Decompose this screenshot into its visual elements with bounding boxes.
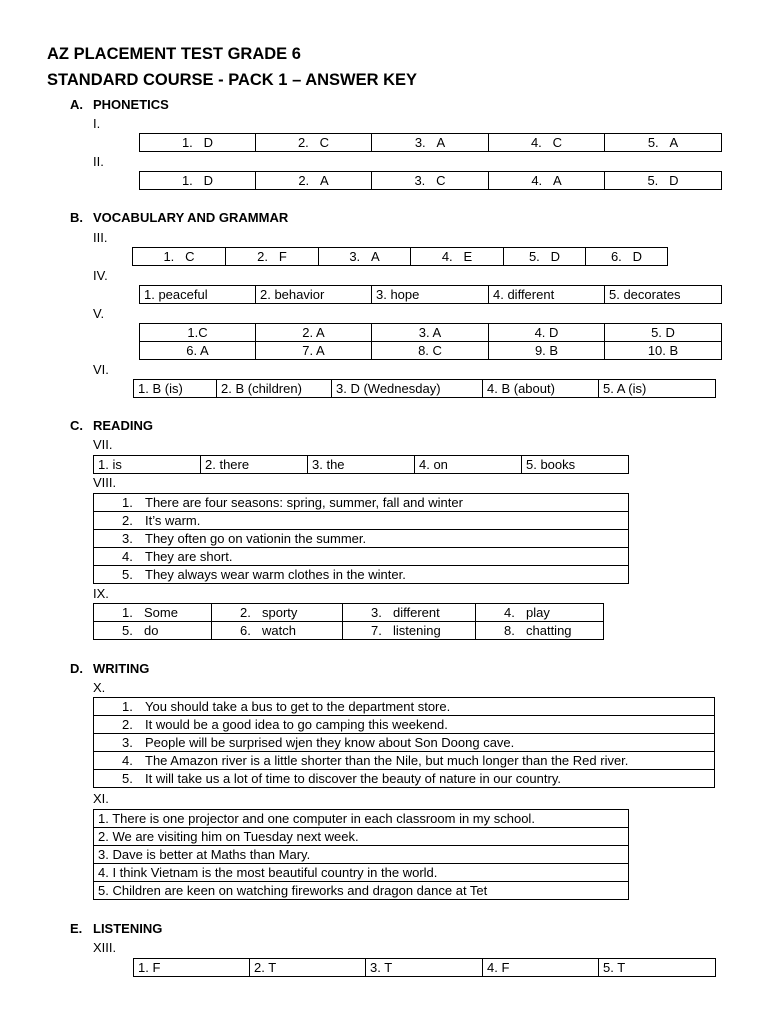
answer-cell: 2. behavior (256, 286, 372, 304)
answer-cell: 5. D (605, 172, 722, 190)
answer-table-iii (132, 247, 668, 266)
answer-cell: 3. the (308, 456, 415, 474)
answer-cell: 9. B (489, 342, 605, 360)
answer-cell: 5. D (605, 324, 722, 342)
answer-row: 5. Children are keen on watching fireworks and dragon dance at Tet (94, 882, 629, 900)
part-label-xiii: XIII. (93, 940, 117, 955)
answer-cell: 4. C (489, 134, 605, 152)
answer-cell: 4. on (415, 456, 522, 474)
page-subtitle: STANDARD COURSE - PACK 1 – ANSWER KEY (47, 71, 418, 89)
section-reading (70, 418, 153, 433)
answer-row: 4. I think Vietnam is the most beautiful country in the world. (94, 864, 629, 882)
answer-cell: 1. B (is) (134, 380, 217, 398)
answer-table-xiii (133, 958, 716, 977)
answer-cell: 2. there (201, 456, 308, 474)
answer-row: 3. Dave is better at Maths than Mary. (94, 846, 629, 864)
part-label-x: X. (93, 680, 106, 695)
answer-cell: 3. A (372, 324, 489, 342)
section-letter: C. (70, 418, 83, 433)
answer-cell: 2. sporty (212, 604, 343, 622)
answer-cell: 6. D (586, 248, 668, 266)
part-label-vii: VII. (93, 437, 113, 452)
answer-cell: 4. different (489, 286, 605, 304)
answer-cell: 5. do (94, 622, 212, 640)
answer-cell: 1. Some (94, 604, 212, 622)
section-vocabulary-grammar (70, 210, 288, 225)
part-label-viii: VIII. (93, 475, 117, 490)
section-letter: D. (70, 661, 83, 676)
answer-cell: 1. D (140, 172, 256, 190)
answer-table-vi (133, 379, 716, 398)
answer-row: 1. You should take a bus to get to the department store. (94, 698, 715, 716)
answer-row: 5. They always wear warm clothes in the winter. (94, 566, 629, 584)
answer-row: 3. People will be surprised wjen they know about Son Doong cave. (94, 734, 715, 752)
answer-cell: 7. A (256, 342, 372, 360)
answer-cell: 3. hope (372, 286, 489, 304)
answer-cell: 1. peaceful (140, 286, 256, 304)
answer-cell: 4. E (411, 248, 504, 266)
part-label-i: I. (93, 116, 101, 131)
answer-cell: 2. F (226, 248, 319, 266)
answer-cell: 2. B (children) (217, 380, 332, 398)
answer-cell: 3. A (372, 134, 489, 152)
answer-table-i (139, 133, 722, 152)
answer-table-v (139, 323, 722, 360)
section-letter: A. (70, 97, 83, 112)
page-title: AZ PLACEMENT TEST GRADE 6 (47, 45, 301, 63)
answer-cell: 8. C (372, 342, 489, 360)
answer-cell: 1.C (140, 324, 256, 342)
answer-row: 2. We are visiting him on Tuesday next week. (94, 828, 629, 846)
section-name: PHONETICS (93, 97, 169, 112)
answer-cell: 7. listening (343, 622, 476, 640)
answer-cell: 3. C (372, 172, 489, 190)
answer-cell: 2. T (250, 959, 366, 977)
answer-cell: 3. D (Wednesday) (332, 380, 483, 398)
answer-cell: 4. B (about) (483, 380, 599, 398)
part-label-xi: XI. (93, 791, 109, 806)
answer-cell: 6. A (140, 342, 256, 360)
answer-row: 5. It will take us a lot of time to discover the beauty of nature in our country. (94, 770, 715, 788)
answer-row: 3. They often go on vationin the summer. (94, 530, 629, 548)
answer-cell: 2. A (256, 172, 372, 190)
section-writing (70, 661, 149, 676)
answer-cell: 2. C (256, 134, 372, 152)
answer-cell: 4. A (489, 172, 605, 190)
answer-cell: 1. C (133, 248, 226, 266)
answer-cell: 5. T (599, 959, 716, 977)
answer-cell: 3. A (319, 248, 411, 266)
answer-cell: 3. different (343, 604, 476, 622)
section-listening (70, 921, 162, 936)
answer-cell: 2. A (256, 324, 372, 342)
part-label-iii: III. (93, 230, 108, 245)
answer-cell: 8. chatting (476, 622, 604, 640)
answer-cell: 4. play (476, 604, 604, 622)
answer-table-x (93, 697, 715, 788)
section-name: LISTENING (93, 921, 163, 936)
section-letter: E. (70, 921, 83, 936)
part-label-ix: IX. (93, 586, 109, 601)
part-label-ii: II. (93, 154, 104, 169)
answer-table-viii (93, 493, 629, 584)
part-label-v: V. (93, 306, 105, 321)
answer-cell: 5. D (504, 248, 586, 266)
section-name: WRITING (93, 661, 150, 676)
answer-cell: 1. F (134, 959, 250, 977)
answer-table-vii (93, 455, 629, 474)
answer-cell: 1. D (140, 134, 256, 152)
answer-row: 1. There is one projector and one computer in each classroom in my school. (94, 810, 629, 828)
section-letter: B. (70, 210, 83, 225)
answer-row: 4. They are short. (94, 548, 629, 566)
answer-table-iv (139, 285, 722, 304)
answer-cell: 5. A (is) (599, 380, 716, 398)
answer-cell: 4. D (489, 324, 605, 342)
answer-cell: 1. is (94, 456, 201, 474)
answer-table-ii (139, 171, 722, 190)
answer-cell: 3. T (366, 959, 483, 977)
section-phonetics (70, 97, 169, 112)
section-name: READING (93, 418, 153, 433)
answer-cell: 5. A (605, 134, 722, 152)
part-label-vi: VI. (93, 362, 109, 377)
section-name: VOCABULARY AND GRAMMAR (93, 210, 289, 225)
answer-cell: 10. B (605, 342, 722, 360)
answer-table-xi (93, 809, 629, 900)
answer-cell: 4. F (483, 959, 599, 977)
answer-cell: 6. watch (212, 622, 343, 640)
answer-cell: 5. decorates (605, 286, 722, 304)
answer-row: 4. The Amazon river is a little shorter than the Nile, but much longer than the Red river. (94, 752, 715, 770)
answer-row: 2. It’s warm. (94, 512, 629, 530)
answer-cell: 5. books (522, 456, 629, 474)
part-label-iv: IV. (93, 268, 108, 283)
answer-table-ix (93, 603, 604, 640)
answer-row: 2. It would be a good idea to go camping this weekend. (94, 716, 715, 734)
answer-row: 1. There are four seasons: spring, summer, fall and winter (94, 494, 629, 512)
